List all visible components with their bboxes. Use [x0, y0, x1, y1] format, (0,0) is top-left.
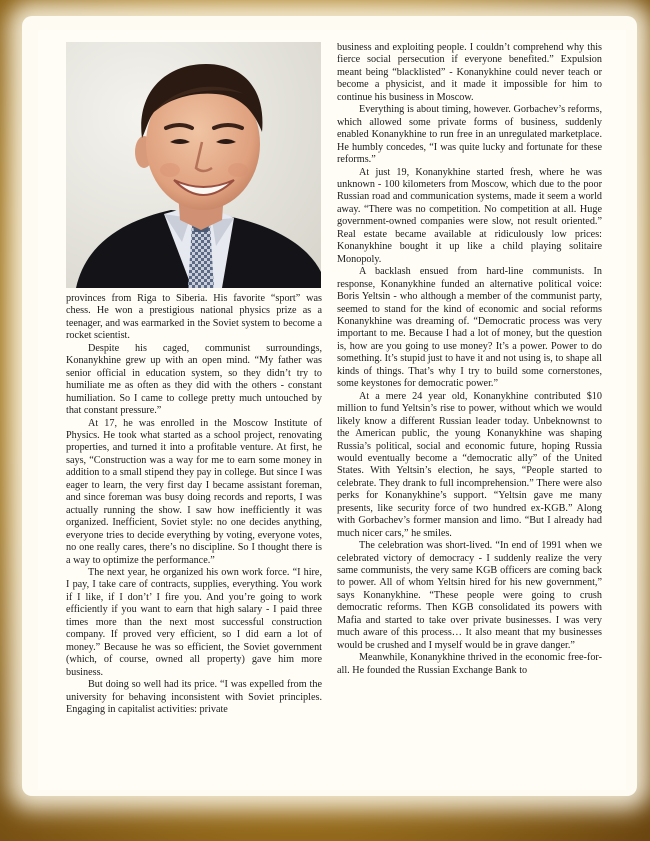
paragraph: Meanwhile, Konanykhine thrived in the economic free-for-all. He founded the Russian Exchange Bank to: [337, 652, 602, 676]
paragraph: A backlash ensued from hard-line communists. In response, Konanykhine funded an alternative political voice: Boris Yeltsin - who although a member of the communist party, seemed to stand for the kind of economic and social reforms Konanykhine was dreaming of. “Democratic process was very important to me. Because I had a lot of money, but the question is, how are you going to use money? It’s a power. Power to do something. It’s stupid just to have it and not using is, to shape all kinds of things. That’s why I try to build some cornerstones, some keystones for democratic power.”: [337, 266, 602, 390]
paragraph: provinces from Riga to Siberia. His favorite “sport” was chess. He won a prestigious national physics prize as a teenager, and was earmarked in the Soviet system to become a rocket scientist.: [66, 293, 322, 342]
paragraph: The next year, he organized his own work force. “I hire, I pay, I take care of contracts, supplies, everything. You work if I like, if I don’t’ I fire you. And you’re going to work efficiently if you want to earn that high salary - I paid three times more than the next most successful construction company. If proved very efficient, so I did earn a lot of money.” Because he was so efficient, the Soviet government (which, of course, owned all property) gave him more business.: [66, 566, 322, 678]
paragraph: But doing so well had its price. “I was expelled from the university for behaving inconsistent with Soviet principles. Engaging in capitalist activities: private: [66, 679, 322, 715]
left-text-column: [66, 293, 322, 716]
paragraph: business and exploiting people. I couldn’t comprehend why this fierce social persecution if everyone benefited.” Expulsion meant being “blacklisted” - Konanykhine could never teach or become a physicist, and it made it impossible for him to continue his business in Moscow.: [337, 42, 602, 103]
paragraph: The celebration was short-lived. “In end of 1991 when we celebrated victory of democracy - I suddenly realize the very same communists, the very same KGB officers are coming back to power. All of whom Yeltsin hired for his new government,” says Konanykhine. “These people were going to crush democratic reforms. Then KGB consolidated its powers with Mafia and started to take over private businesses. I was very much aware of this process… It also meant that my businesses would be crushed and I myself would be in grave danger.”: [337, 540, 602, 651]
paragraph: At just 19, Konanykhine started fresh, where he was unknown - 100 kilometers from Moscow, which due to the poor Russian road and communication systems, made it seem a world away. “There was no competition. No competition at all. Huge government-owned companies were slow, not result oriented.” Real estate became available at ridiculously low prices: Konanykhine bought it up like a child playing solitaire Monopoly.: [337, 166, 602, 265]
portrait-photo: [66, 42, 321, 288]
paragraph: At 17, he was enrolled in the Moscow Institute of Physics. He took what started as a school project, renovating properties, and turned it into a profitable venture. At first, he says, “Construction was a way for me to earn some money in addition to a small stipend they pay in college. But since I was eager to learn, the very first day I became assistant foreman, and since foreman was busy doing records and reports, I was actually running the show. I saw how inefficiently it was organized. Inefficient, Soviet style: no one decides anything, everyone tries to decide everything by voting, everyone votes, no one really cares, there’s no discipline. So I thought there is a way to optimize the performance.”: [66, 417, 322, 566]
paragraph: Despite his caged, communist surroundings, Konanykhine grew up with an open mind. “My father was senior official in education system, so they didn’t try to humiliate me as often as they did with the others - constant humiliation. So I came to college pretty much untouched by that constant pressure.”: [66, 342, 322, 417]
portrait-illustration: [66, 42, 321, 288]
paragraph: Everything is about timing, however. Gorbachev’s reforms, which allowed some private forms of business, suddenly enabled Konanykhine to run free in an unregulated marketplace. He humbly concedes, “I was quite lucky and fortunate for these reforms.”: [337, 104, 602, 166]
right-text-column: [337, 42, 602, 677]
paragraph: At a mere 24 year old, Konanykhine contributed $10 million to fund Yeltsin’s rise to power, without which we would likely know a different Russian leader today. Unbeknownst to the American public, the young Konanykhine was shaping Russia’s political, social and economic future, hoping Russia would eventually become a “democratic ally” of the United States. With Yeltsin’s election, he says, “People started to celebrate. They drank to full incomprehension.” There were also perks for Konanykhine’s support. “Yeltsin gave me many presents, like security force of two hundred ex-KGB.” Along with Gorbachev’s former mansion and limo. “But I already had much nicer cars,” he smiles.: [337, 390, 602, 539]
